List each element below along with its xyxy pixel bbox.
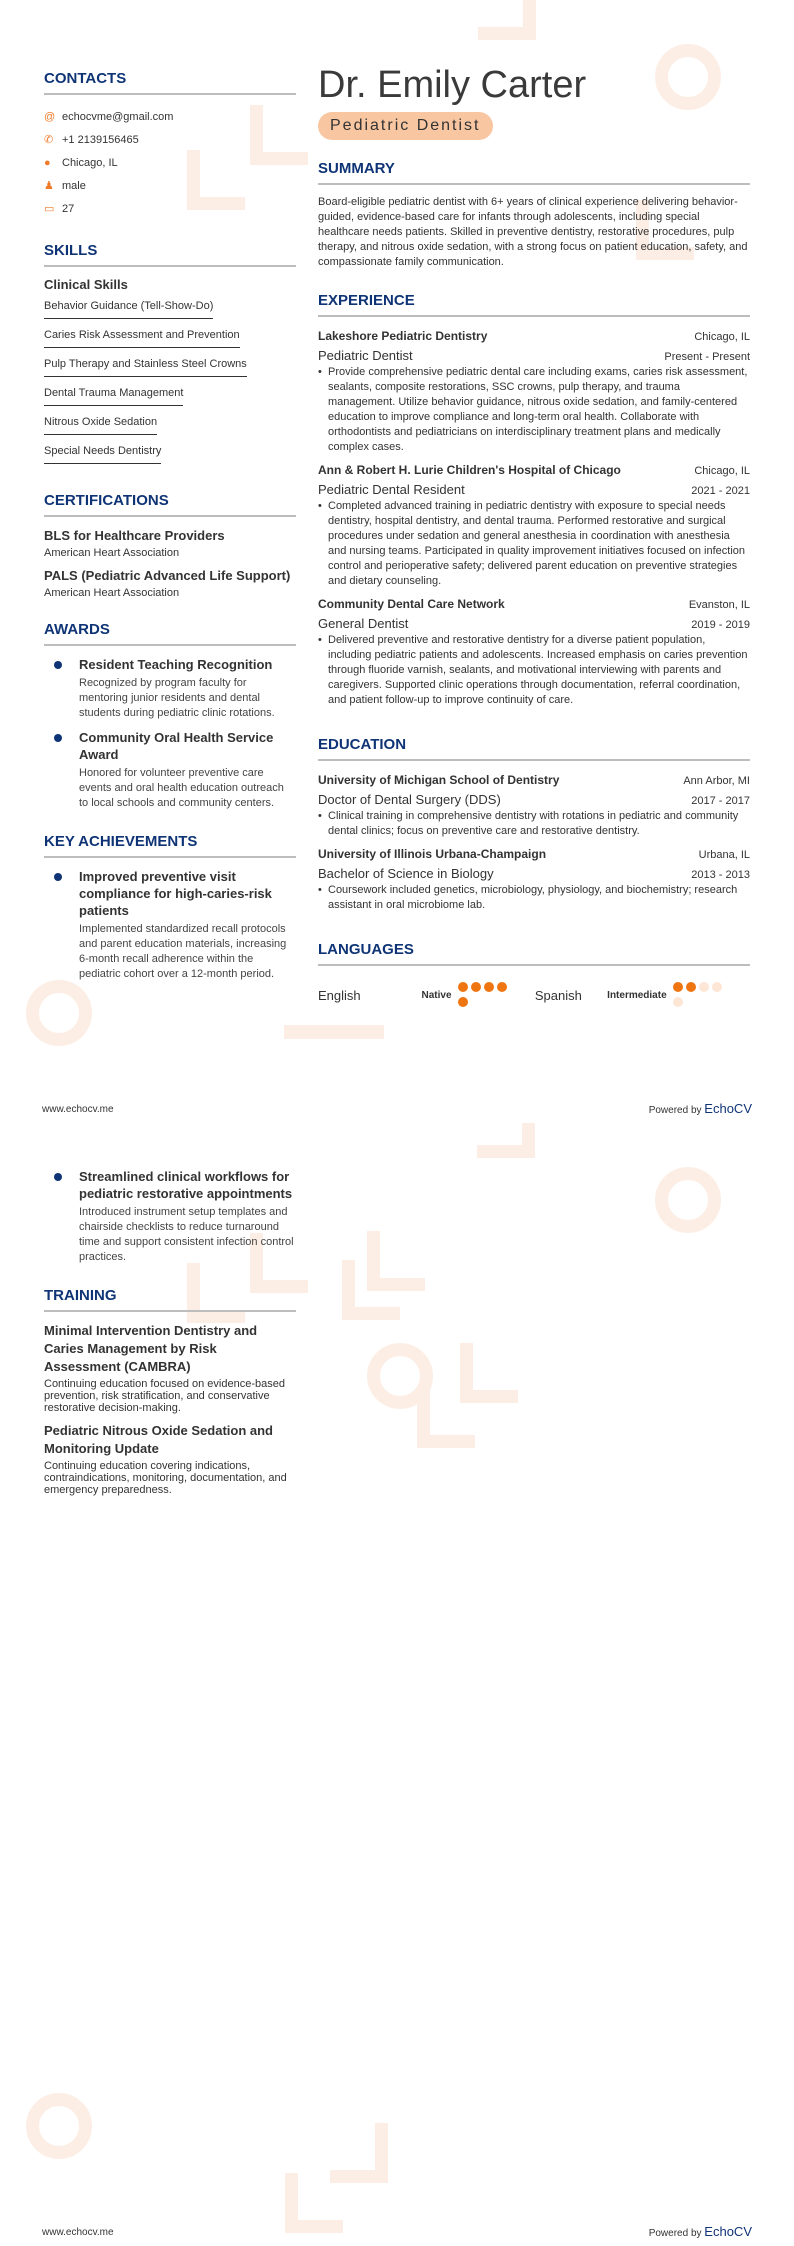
language-name: Spanish: [534, 987, 582, 1003]
entry-header: [318, 771, 750, 790]
resume-page-2: [0, 1123, 794, 2246]
bullet-point: [318, 499, 750, 589]
language-rating: [673, 980, 736, 1010]
contacts-section: [44, 70, 296, 220]
left-column: [44, 70, 296, 1004]
training-title: Minimal Intervention Dentistry and Caries Management by Risk Assessment (CAMBRA): [44, 1323, 258, 1374]
dates: 2019 - 2019: [691, 619, 750, 631]
rating-dot: [673, 982, 683, 992]
certification-title: PALS (Pediatric Advanced Life Support): [44, 568, 291, 583]
skill-row: [44, 325, 296, 354]
rating-dot: [458, 997, 468, 1007]
dates: 2021 - 2021: [691, 485, 750, 497]
rating-dot: [497, 982, 507, 992]
decor-shape: [477, 1123, 535, 1158]
item-description: Honored for volunteer preventive care events and oral health education outreach to local schools and community centers.: [79, 767, 284, 809]
awards-section: [44, 621, 296, 811]
bullet-point: [318, 633, 750, 708]
item-body: [79, 1168, 296, 1265]
bullet-icon: [54, 734, 62, 742]
bullet-icon: [54, 1173, 62, 1181]
entry-header: [318, 327, 750, 346]
organization: Lakeshore Pediatric Dentistry: [318, 329, 488, 343]
item-body: [79, 729, 296, 811]
decor-circle: [26, 2093, 92, 2159]
contacts-list: [44, 105, 296, 220]
skills-list: [44, 296, 296, 470]
skill-item: Caries Risk Assessment and Prevention: [44, 327, 240, 348]
contact-text[interactable]: echocvme@gmail.com: [62, 110, 174, 123]
skill-item: Behavior Guidance (Tell-Show-Do): [44, 298, 213, 319]
bullet-point: [318, 365, 750, 455]
organization: University of Illinois Urbana-Champaign: [318, 847, 547, 861]
summary-text: Board-eligible pediatric dentist with 6+ years of clinical experience delivering behavior-guided, evidence-based care for infants through adolescents, including special healthcare needs patients. Skilled in preventive dentistry, restorative procedures, pulp therapy, and nitrous oxide sedation, with a strong focus on patient education, safety, and compassionate family communication.: [318, 196, 748, 268]
list-item: [54, 656, 296, 721]
skill-row: [44, 296, 296, 325]
phone-icon: ✆: [44, 134, 54, 146]
bullet-text: Delivered preventive and restorative dentistry for a diverse patient population, including pediatric patients and adolescents. Increased emphasis on caries prevention through fluoride varnish, sealants, and motivational interviewing with parents and caregivers. Supported clinic operations through documentation, referral coordination, and patient follow-up to improve continuity of care.: [328, 634, 748, 706]
item-body: [79, 868, 296, 982]
role: General Dentist: [318, 616, 409, 631]
section-heading: EXPERIENCE: [318, 292, 750, 317]
item-description: Implemented standardized recall protocols and parent education materials, increasing 6-month recall adherence within the pediatric cohort over a 12-month period.: [79, 923, 287, 980]
bullet-icon: [54, 873, 62, 881]
bullet-icon: •: [318, 810, 322, 822]
achievements-continued: [44, 1168, 296, 1265]
experience-section: [318, 292, 750, 708]
bullet-icon: •: [318, 500, 322, 512]
role: Pediatric Dental Resident: [318, 482, 465, 497]
list-item: [54, 729, 296, 811]
role: Pediatric Dentist: [318, 348, 413, 363]
brand-logo: EchoCV: [704, 1101, 752, 1116]
location: Evanston, IL: [688, 599, 750, 611]
skill-item: Pulp Therapy and Stainless Steel Crowns: [44, 356, 247, 377]
contact-item: [44, 174, 296, 197]
contact-item: [44, 197, 296, 220]
organization: University of Michigan School of Dentistry: [318, 773, 560, 787]
item-body: [79, 656, 296, 721]
powered-label: Powered by: [648, 1105, 702, 1116]
left-column-continued: [44, 1168, 296, 1518]
role: Doctor of Dental Surgery (DDS): [318, 792, 501, 807]
entry: [318, 461, 750, 589]
bullet-icon: •: [318, 884, 322, 896]
list-item: [54, 868, 296, 982]
rating-dot: [471, 982, 481, 992]
skill-row: [44, 354, 296, 383]
contact-text: male: [62, 179, 86, 192]
bullet-text: Completed advanced training in pediatric dentistry with exposure to special needs dentistry, hospital dentistry, and dental trauma. Performed restorative and surgical procedures under sedation and general anesthesia in coordination with anesthesia and nursing teams. Participated in quality improvement initiatives focused on infection control and perioperative safety; delivered parent education on preventive strategies and dietary counseling.: [328, 500, 746, 587]
footer-website[interactable]: www.echocv.me: [42, 2227, 114, 2238]
location: Chicago, IL: [694, 465, 750, 477]
skill-item: Nitrous Oxide Sedation: [44, 414, 157, 435]
bullet-text: Coursework included genetics, microbiology, physiology, and biochemistry; research assistant in oral microbiome lab.: [328, 884, 738, 911]
skill-row: [44, 412, 296, 441]
person-icon: ♟: [44, 180, 54, 192]
language-rating: [458, 980, 521, 1010]
item-title: Improved preventive visit compliance for high-caries-risk patients: [79, 869, 272, 918]
rating-dot: [484, 982, 494, 992]
skills-section: [44, 242, 296, 470]
bullet-icon: [54, 661, 62, 669]
section-heading: CONTACTS: [44, 70, 296, 95]
section-heading: KEY ACHIEVEMENTS: [44, 833, 296, 858]
rating-dot: [673, 997, 683, 1007]
entry-subheader: [318, 864, 750, 883]
dates: Present - Present: [664, 351, 750, 363]
entry-subheader: [318, 480, 750, 499]
footer-powered: [649, 1101, 752, 1116]
summary-section: [318, 160, 750, 270]
decor-shape: [478, 0, 536, 40]
location: Urbana, IL: [698, 849, 750, 861]
organization: Community Dental Care Network: [318, 597, 505, 611]
training-title: Pediatric Nitrous Oxide Sedation and Monitoring Update: [44, 1423, 273, 1456]
section-heading: CERTIFICATIONS: [44, 492, 296, 517]
certifications-section: [44, 492, 296, 599]
section-heading: SKILLS: [44, 242, 296, 267]
contact-item: [44, 105, 296, 128]
languages-section: [318, 941, 750, 1010]
section-heading: EDUCATION: [318, 736, 750, 761]
skill-item: Dental Trauma Management: [44, 385, 183, 406]
footer-powered: [649, 2224, 752, 2239]
job-title-badge: Pediatric Dentist: [318, 112, 493, 140]
decor-shape: [367, 1231, 425, 1291]
training-section: [44, 1287, 296, 1496]
skill-row: [44, 383, 296, 412]
powered-label: Powered by: [648, 2228, 702, 2239]
contact-item: [44, 151, 296, 174]
calendar-icon: ▭: [44, 203, 55, 215]
entry: [318, 771, 750, 839]
bullet-point: [318, 883, 750, 913]
decor-shape: [417, 1388, 475, 1448]
item-description: Introduced instrument setup templates and chairside checklists to reduce turnaround time and support consistent infection control practices.: [79, 1206, 294, 1263]
footer-website[interactable]: www.echocv.me: [42, 1104, 114, 1115]
rating-dot: [686, 982, 696, 992]
organization: Ann & Robert H. Lurie Children's Hospital of Chicago: [318, 463, 621, 477]
rating-dot: [712, 982, 722, 992]
list-item: [54, 1168, 296, 1265]
dates: 2017 - 2017: [691, 795, 750, 807]
location-icon: ●: [44, 156, 51, 169]
training-description: Continuing education focused on evidence-based prevention, risk stratification, and conservative restorative decision-making.: [44, 1378, 285, 1414]
item-title: Community Oral Health Service Award: [79, 730, 274, 762]
item-title: Streamlined clinical workflows for pediatric restorative appointments: [79, 1169, 293, 1201]
entry: [318, 845, 750, 913]
bullet-point: [318, 809, 750, 839]
bullet-text: Provide comprehensive pediatric dental care including exams, caries risk assessment, sealants, composite restorations, SSC crowns, pulp therapy, and trauma management. Utilize behavior guidance, nitrous oxide sedation, and family-centered education to improve compliance and long-term oral health. Collaborate with orthodontists and pediatricians on interdisciplinary treatment plans and medically complex cases.: [328, 366, 748, 453]
skill-group-title: Clinical Skills: [44, 277, 128, 292]
bullet-icon: •: [318, 634, 322, 646]
decor-shape: [285, 2173, 343, 2233]
language-level: Native: [421, 989, 452, 1001]
skill-row: [44, 441, 296, 470]
entry-header: [318, 595, 750, 614]
candidate-name: Dr. Emily Carter: [318, 64, 587, 106]
role: Bachelor of Science in Biology: [318, 866, 494, 881]
entry-subheader: [318, 790, 750, 809]
achievements-section: [44, 833, 296, 982]
contact-text[interactable]: +1 2139156465: [62, 133, 139, 146]
entry-header: [318, 845, 750, 864]
location: Ann Arbor, MI: [683, 775, 750, 787]
entry-subheader: [318, 614, 750, 633]
contact-text: Chicago, IL: [62, 156, 118, 169]
section-heading: SUMMARY: [318, 160, 750, 185]
section-heading: AWARDS: [44, 621, 296, 646]
location: Chicago, IL: [694, 331, 750, 343]
right-column: [318, 62, 750, 1032]
rating-dot: [458, 982, 468, 992]
section-heading: LANGUAGES: [318, 941, 750, 966]
languages-list: [318, 980, 750, 1010]
training-description: Continuing education covering indications, contraindications, monitoring, documentation, and emergency preparedness.: [44, 1460, 287, 1496]
certification-issuer: American Heart Association: [44, 547, 180, 559]
certification-title: BLS for Healthcare Providers: [44, 528, 225, 543]
entry: [318, 595, 750, 708]
certification-issuer: American Heart Association: [44, 587, 180, 599]
bullet-icon: •: [318, 366, 322, 378]
language-name: English: [318, 987, 361, 1003]
contact-text: 27: [62, 202, 75, 215]
contact-item: [44, 128, 296, 151]
dates: 2013 - 2013: [691, 869, 750, 881]
entry-subheader: [318, 346, 750, 365]
education-section: [318, 736, 750, 913]
bullet-text: Clinical training in comprehensive dentistry with rotations in pediatric and community dental clinics; focus on preventive care and restorative dentistry.: [328, 810, 739, 837]
decor-circle: [655, 1167, 721, 1233]
entry: [318, 327, 750, 455]
section-heading: TRAINING: [44, 1287, 296, 1312]
brand-logo: EchoCV: [704, 2224, 752, 2239]
skill-item: Special Needs Dentistry: [44, 443, 161, 464]
rating-dot: [699, 982, 709, 992]
language-level: Intermediate: [607, 989, 667, 1001]
item-description: Recognized by program faculty for mentoring junior residents and dental students during pediatric clinic rotations.: [79, 677, 275, 719]
item-title: Resident Teaching Recognition: [79, 657, 273, 672]
at-icon: @: [44, 110, 56, 123]
entry-header: [318, 461, 750, 480]
